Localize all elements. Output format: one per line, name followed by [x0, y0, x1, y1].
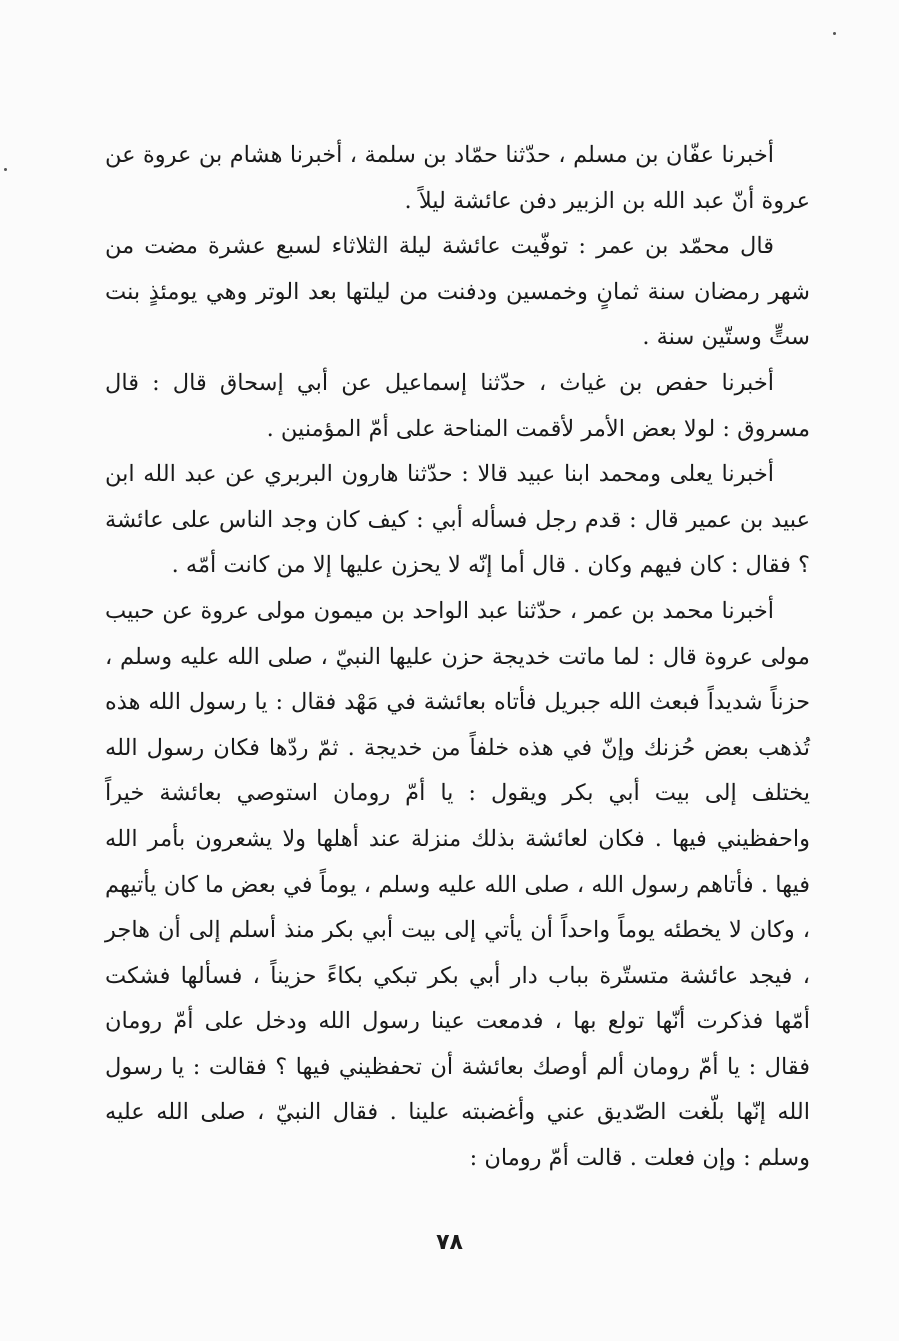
page-number: ٧٨	[436, 1230, 463, 1255]
page-body-text	[105, 133, 810, 1182]
paragraph-1: أخبرنا عفّان بن مسلم ، حدّثنا حمّاد بن سلمة ، أخبرنا هشام بن عروة عن عروة أنّ عبد الله بن الزبير دفن عائشة ليلاً .	[105, 142, 810, 214]
paragraph-4: أخبرنا يعلى ومحمد ابنا عبيد قالا : حدّثنا هارون البربري عن عبد الله ابن عبيد بن عمير قال : قدم رجل فسأله أبي : كيف كان وجد الناس على عائشة ؟ فقال : كان فيهم وكان . قال أما إنّه لا يحزن عليها إلا من كانت أمّه .	[105, 461, 810, 579]
paragraph-5: أخبرنا محمد بن عمر ، حدّثنا عبد الواحد بن ميمون مولى عروة عن حبيب مولى عروة قال : لما ماتت خديجة حزن عليها النبيّ ، صلى الله عليه وسلم ، حزناً شديداً فبعث الله جبريل فأتاه بعائشة في مَهْد فقال : يا رسول الله هذه تُذهب بعض حُزنك وإنّ في هذه خلفاً من خديجة . ثمّ ردّها فكان رسول الله يختلف إلى بيت أبي بكر ويقول : يا أمّ رومان استوصي بعائشة خيراً واحفظيني فيها . فكان لعائشة بذلك منزلة عند أهلها ولا يشعرون بأمر الله فيها . فأتاهم رسول الله ، صلى الله عليه وسلم ، يوماً في بعض ما كان يأتيهم ، وكان لا يخطئه يوماً واحداً أن يأتي إلى بيت أبي بكر منذ أسلم إلى أن هاجر ، فيجد عائشة متستّرة بباب دار أبي بكر تبكي بكاءً حزيناً ، فسألها فشكت أمّها فذكرت أنّها تولع بها ، فدمعت عينا رسول الله ودخل على أمّ رومان فقال : يا أمّ رومان ألم أوصك بعائشة أن تحفظيني فيها ؟ فقالت : يا رسول الله إنّها بلّغت الصّديق عني وأغضبته علينا . فقال النبيّ ، صلى الله عليه وسلم : وإن فعلت . قالت أمّ رومان :	[105, 597, 810, 1172]
scan-speck	[833, 32, 836, 35]
paragraph-2: قال محمّد بن عمر : توفّيت عائشة ليلة الثلاثاء لسبع عشرة مضت من شهر رمضان سنة ثمانٍ وخمسين ودفنت من ليلتها بعد الوتر وهي يومئذٍ بنت ستٍّ وستّين سنة .	[105, 233, 810, 351]
paragraph-3: أخبرنا حفص بن غياث ، حدّثنا إسماعيل عن أبي إسحاق قال : قال مسروق : لولا بعض الأمر لأقمت المناحة على أمّ المؤمنين .	[105, 369, 810, 442]
scan-speck	[4, 168, 7, 171]
